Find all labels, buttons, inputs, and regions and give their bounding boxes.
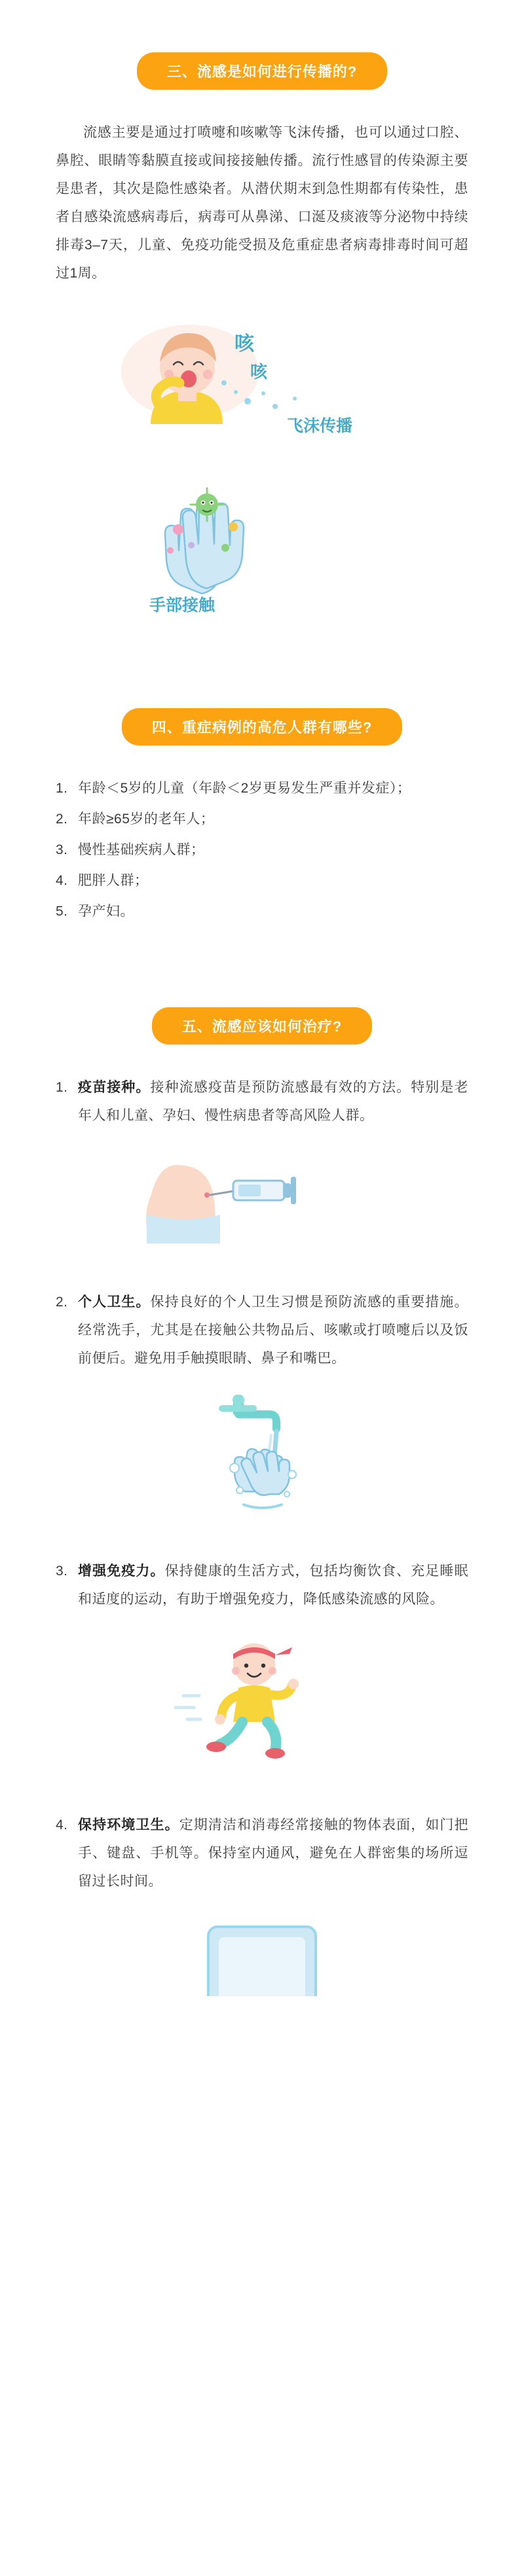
list-item-index: 5. xyxy=(56,904,68,920)
list-item-index: 4. xyxy=(56,873,68,889)
list-item-body: 保持良好的个人卫生习惯是预防流感的重要措施。经常洗手，尤其是在接触公共物品后、咳嗽或打喷嚏后以及饭前便后。避免用手触摸眼睛、鼻子和嘴巴。 xyxy=(78,1294,469,1366)
list-item xyxy=(56,1288,468,1372)
list-item xyxy=(56,1811,468,1895)
spacer xyxy=(0,1257,524,1288)
list-item-text xyxy=(78,1811,468,1895)
spacer xyxy=(0,1780,524,1811)
list-item-body: 保持健康的生活方式，包括均衡饮食、充足睡眠和适度的运动，有助于增强免疫力，降低感染流感的风险。 xyxy=(78,1563,468,1607)
list-item-lead: 个人卫生。 xyxy=(78,1294,151,1310)
cough-sound-label-2: 咳 xyxy=(250,362,268,382)
list-item-lead: 疫苗接种。 xyxy=(78,1079,151,1095)
list-item-index: 1. xyxy=(56,1079,68,1095)
treatment-list-2 xyxy=(56,1288,468,1372)
treatment-list-3 xyxy=(56,1557,468,1613)
list-item xyxy=(56,836,468,864)
list-item-index: 2. xyxy=(56,812,68,827)
illustration-handwashing xyxy=(0,1395,524,1519)
list-item-text xyxy=(78,1288,468,1372)
list-item-text: 肥胖人群； xyxy=(78,873,149,889)
illustration-exercise xyxy=(0,1636,524,1773)
list-item-index: 3. xyxy=(56,842,68,858)
list-item xyxy=(56,774,468,802)
section-heading-transmission-wrap xyxy=(0,52,524,90)
section-heading-highrisk-wrap xyxy=(0,708,524,745)
list-item-text: 年龄≥65岁的老年人； xyxy=(78,812,215,827)
illustration-hand-contact xyxy=(0,482,524,623)
faucet-icon xyxy=(219,1395,276,1429)
illustration-surface-cleaning xyxy=(0,1918,524,1996)
droplet-transmission-label: 飞沫传播 xyxy=(287,417,353,436)
syringe-icon xyxy=(210,1177,296,1204)
hand-contact-label: 手部接触 xyxy=(149,596,215,615)
list-item-index: 3. xyxy=(56,1563,68,1579)
section-heading-highrisk: 四、重症病例的高危人群有哪些? xyxy=(122,708,402,745)
list-item-lead: 保持环境卫生。 xyxy=(78,1817,179,1833)
spacer xyxy=(0,630,524,682)
list-item-text: 年龄＜5岁的儿童（年龄＜2岁更易发生严重并发症）； xyxy=(78,781,411,796)
spacer xyxy=(0,929,524,981)
illustration-vaccination xyxy=(0,1152,524,1250)
list-item xyxy=(56,1557,468,1613)
list-item-text: 慢性基础疾病人群； xyxy=(78,842,205,858)
section-heading-transmission: 三、流感是如何进行传播的? xyxy=(137,52,387,90)
section-heading-treatment-wrap xyxy=(0,1007,524,1045)
list-item xyxy=(56,897,468,925)
list-item-index: 4. xyxy=(56,1817,68,1833)
treatment-list-4 xyxy=(56,1811,468,1895)
treatment-list xyxy=(56,1073,468,1130)
spacer xyxy=(0,1526,524,1557)
illustration-cough-droplets xyxy=(0,310,524,460)
list-item-index: 1. xyxy=(56,781,68,796)
section-heading-treatment: 五、流感应该如何治疗? xyxy=(152,1007,372,1045)
transmission-paragraph: 流感主要是通过打喷嚏和咳嗽等飞沫传播，也可以通过口腔、鼻腔、眼睛等黏膜直接或间接接触传播。流行性感冒的传染源主要是患者，其次是隐性感染者。从潜伏期末到急性期都有传染性，患者自感染流感病毒后，病毒可从鼻涕、口涎及痰液等分泌物中持续排毒3–7天，儿童、免疫功能受损及危重症患者病毒排毒时间可超过1周。 xyxy=(56,125,468,281)
list-item-text: 孕产妇。 xyxy=(78,904,134,920)
cough-sound-label-1: 咳 xyxy=(234,333,254,355)
list-item-body: 定期清洁和消毒经常接触的物体表面，如门把手、键盘、手机等。保持室内通风，避免在人群密集的场所逗留过长时间。 xyxy=(78,1817,469,1889)
list-item-index: 2. xyxy=(56,1294,68,1310)
list-item xyxy=(56,867,468,895)
list-item-body: 接种流感疫苗是预防流感最有效的方法。特别是老年人和儿童、孕妇、慢性病患者等高风险人群。 xyxy=(78,1079,469,1123)
list-item xyxy=(56,1073,468,1130)
list-item-text xyxy=(78,1557,468,1613)
list-item-lead: 增强免疫力。 xyxy=(78,1563,165,1579)
list-item-text xyxy=(78,1073,468,1130)
list-item xyxy=(56,805,468,833)
high-risk-list xyxy=(56,774,468,925)
